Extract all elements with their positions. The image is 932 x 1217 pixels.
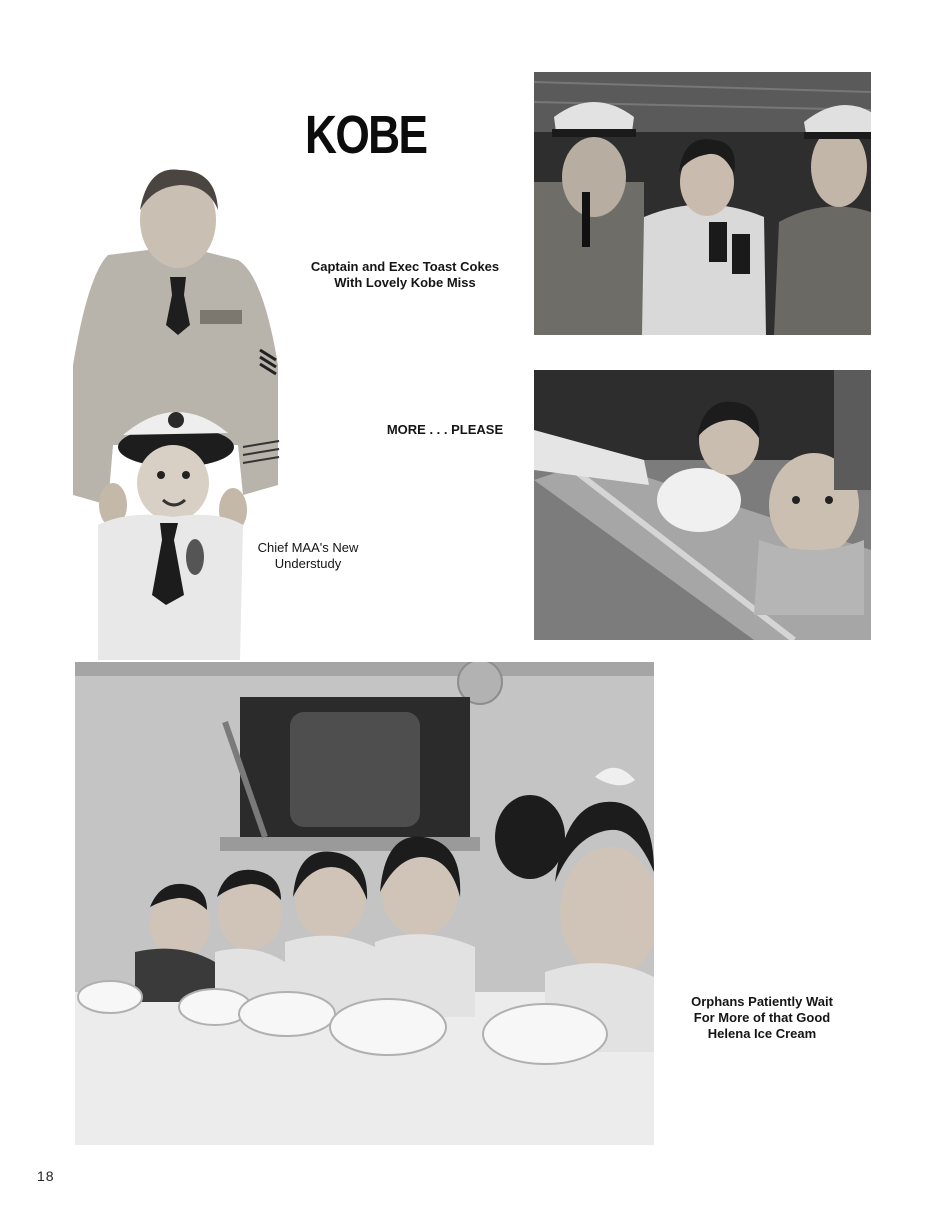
orphans-caption: Orphans Patiently Wait For More of that Good Helena Ice Cream	[691, 994, 833, 1041]
page-number: 18	[37, 1168, 55, 1184]
page-title: KOBE	[305, 105, 427, 165]
chief-maa-photo	[68, 165, 283, 660]
orphans-photo	[75, 662, 654, 1145]
chief-caption: Chief MAA's New Understudy	[257, 540, 359, 571]
toast-caption: Captain and Exec Toast Cokes With Lovely Kobe Miss	[310, 259, 500, 290]
more-please-caption: MORE . . . PLEASE	[386, 422, 504, 437]
toast-photo	[534, 72, 871, 335]
more-please-photo	[534, 370, 871, 640]
